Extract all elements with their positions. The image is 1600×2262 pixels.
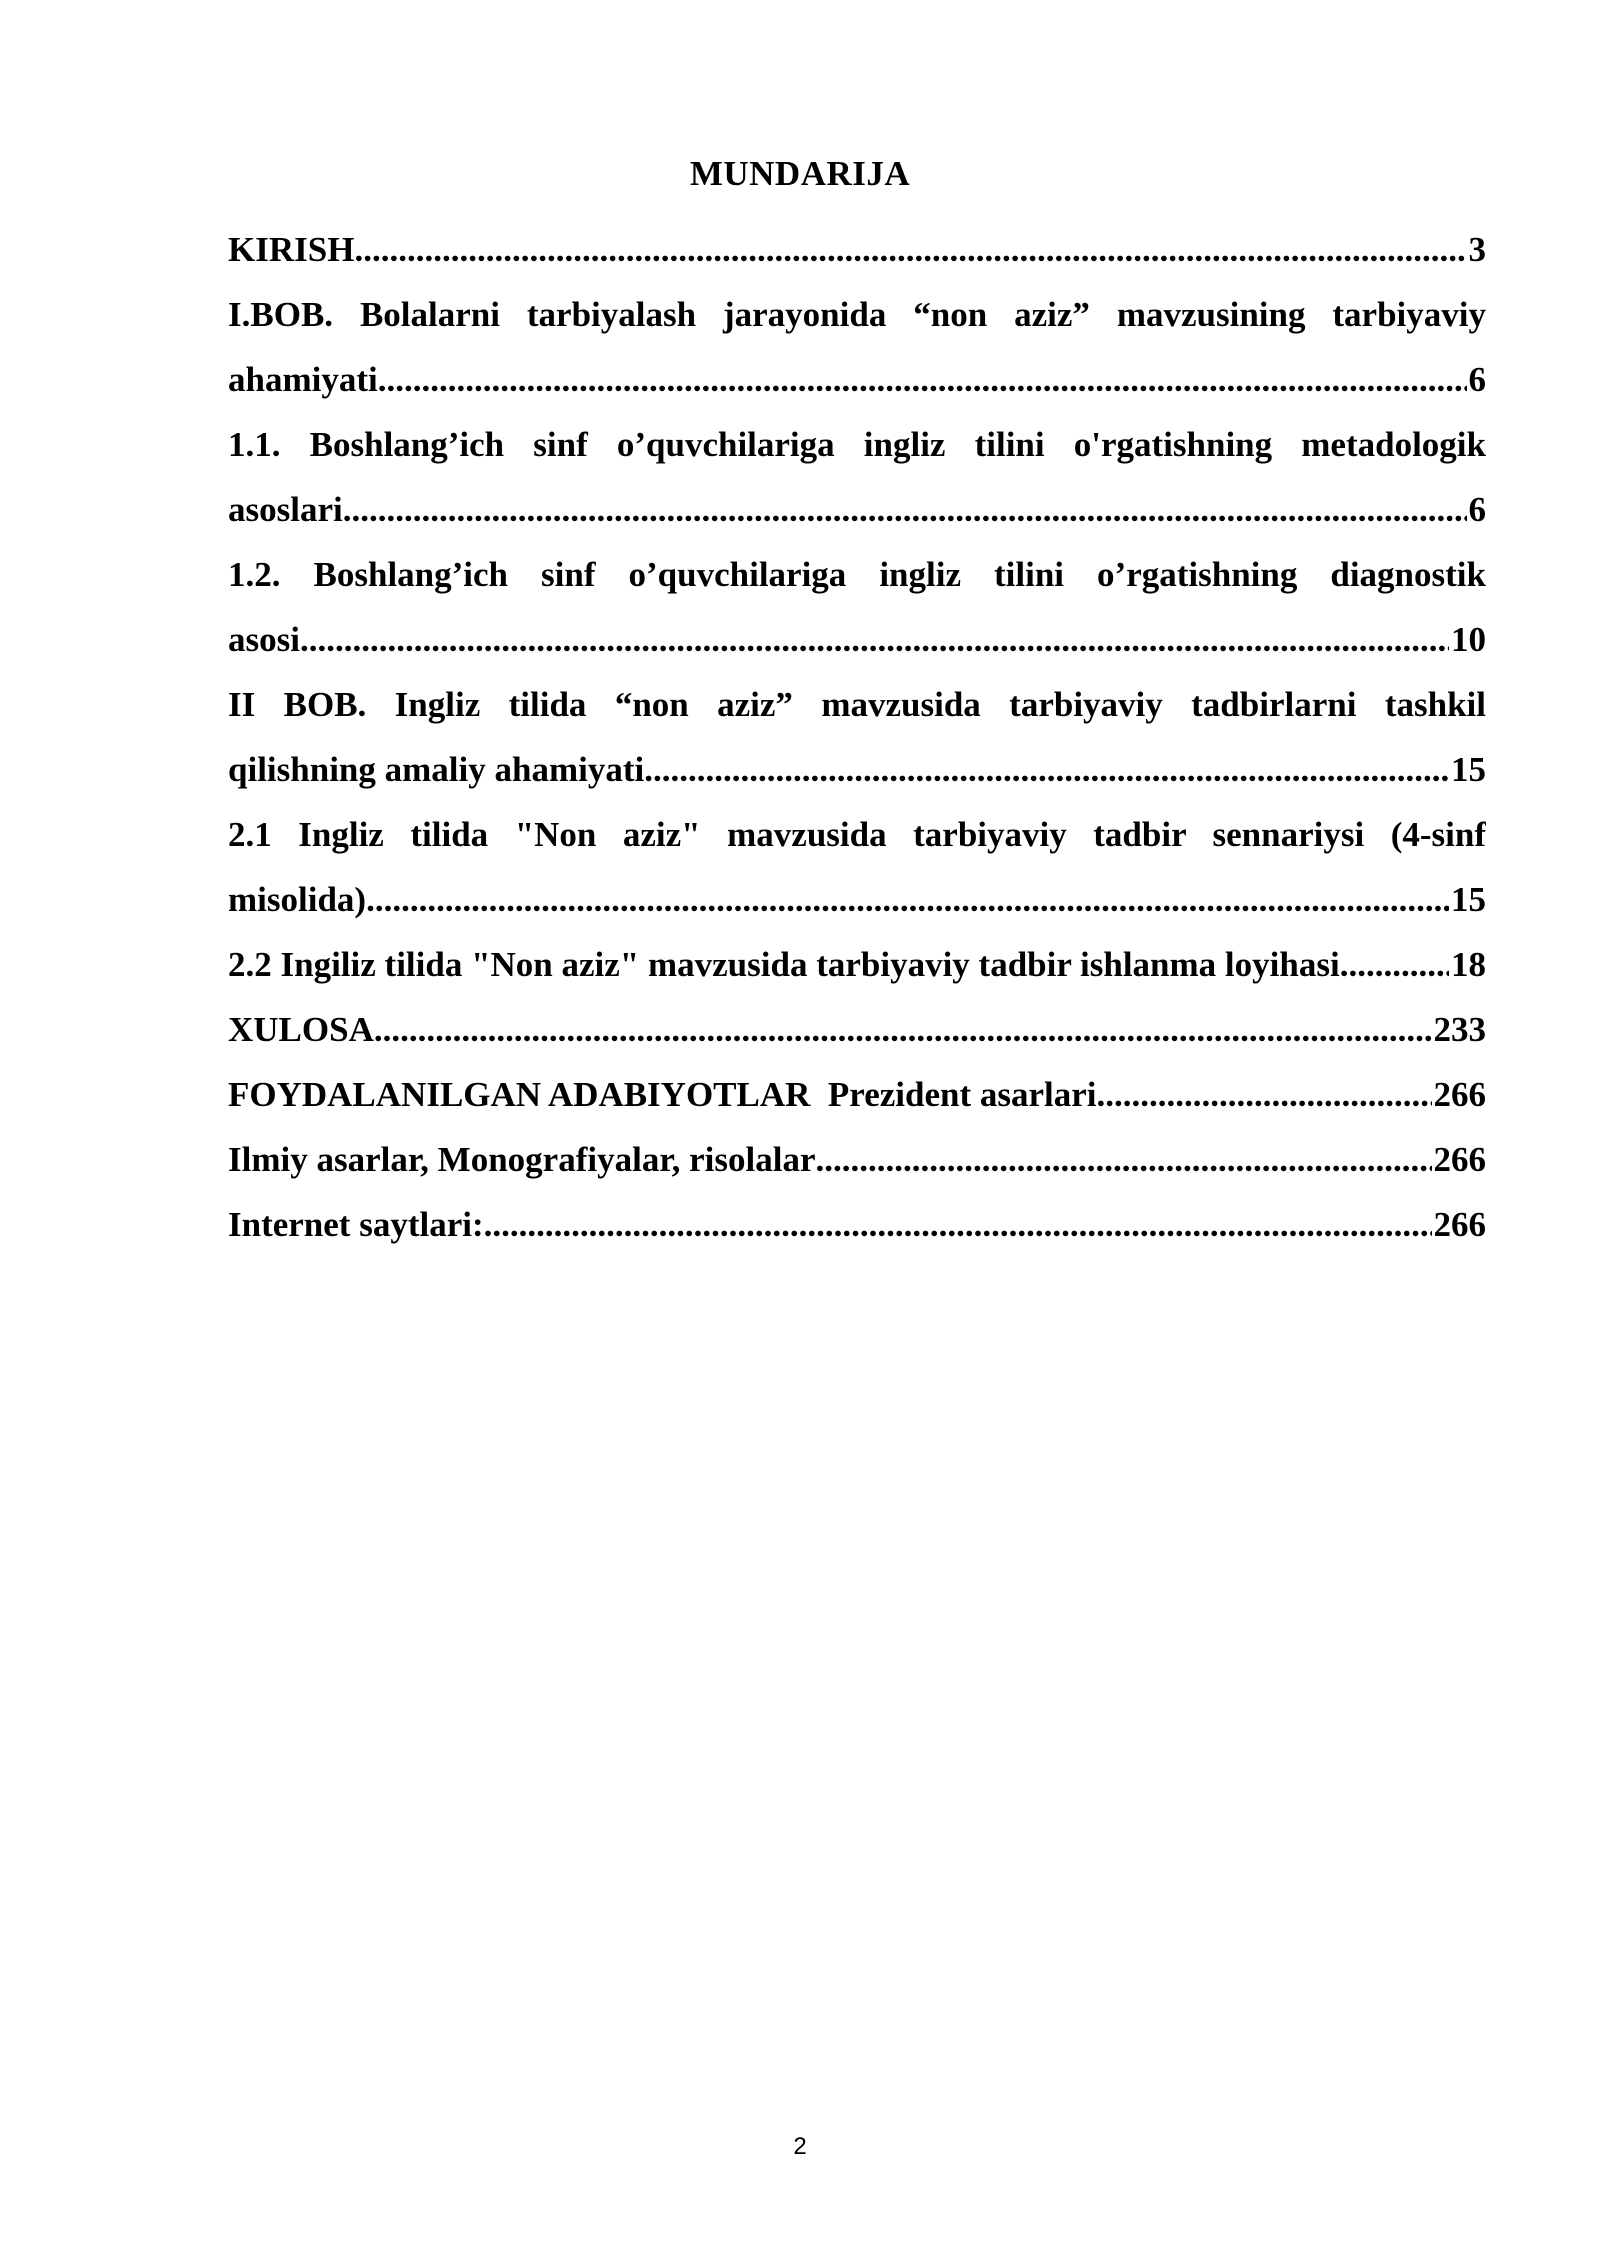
toc-entry-title: Internet saytlari: [228, 1205, 484, 1244]
toc-entry[interactable] [228, 1192, 1486, 1257]
toc-leader-line [228, 1127, 1486, 1192]
toc-dot-leader [484, 1192, 1432, 1257]
toc-leader-line [228, 1192, 1486, 1257]
toc-dot-leader [1340, 932, 1449, 997]
toc-entry[interactable] [228, 802, 1486, 932]
toc-entry[interactable] [228, 1127, 1486, 1192]
toc-dot-leader [366, 867, 1449, 932]
toc-entry[interactable] [228, 542, 1486, 672]
toc-entry-title-line1: 1.2. Boshlang’ich sinf o’quvchilariga ingliz tilini o’rgatishning diagnostik [228, 555, 1486, 594]
toc-leader-line [228, 1062, 1486, 1127]
toc-leader-line [228, 477, 1486, 542]
toc-leader-line [228, 867, 1486, 932]
toc-dot-leader [1097, 1062, 1432, 1127]
toc-entry[interactable] [228, 932, 1486, 997]
toc-entry[interactable] [228, 412, 1486, 542]
toc-entry[interactable] [228, 282, 1486, 412]
toc-entry-title-line2: asosi [228, 620, 300, 659]
toc-page-number: 6 [1468, 490, 1486, 529]
toc-page-number: 18 [1451, 945, 1486, 984]
table-of-contents [228, 217, 1486, 1257]
toc-page-number: 266 [1433, 1205, 1486, 1244]
toc-entry[interactable] [228, 672, 1486, 802]
toc-entry-title-line1: 2.1 Ingliz tilida "Non aziz" mavzusida tarbiyaviy tadbir sennariysi (4-sinf [228, 815, 1486, 854]
toc-leader-line [228, 607, 1486, 672]
toc-dot-leader [816, 1127, 1432, 1192]
toc-entry-title-line2: ahamiyati [228, 360, 378, 399]
toc-dot-leader [343, 477, 1467, 542]
toc-page-number: 10 [1451, 620, 1486, 659]
page-title: MUNDARIJA [689, 154, 911, 193]
toc-entry-title-line2: qilishning amaliy ahamiyati [228, 750, 645, 789]
toc-dot-leader [644, 737, 1449, 802]
toc-page-number: 15 [1451, 880, 1486, 919]
toc-entry-title: 2.2 Ingiliz tilida "Non aziz" mavzusida tarbiyaviy tadbir ishlanma loyihasi [228, 945, 1340, 984]
toc-entry-title-line2: misolida) [228, 880, 367, 919]
toc-leader-line [228, 217, 1486, 282]
toc-entry[interactable] [228, 217, 1486, 282]
toc-entry-title: FOYDALANILGAN ADABIYOTLAR Prezident asarlari [228, 1075, 1097, 1114]
toc-leader-line [228, 932, 1486, 997]
toc-entry-title-line1: 1.1. Boshlang’ich sinf o’quvchilariga ingliz tilini o'rgatishning metadologik [228, 425, 1486, 464]
toc-page-number: 3 [1468, 230, 1486, 269]
toc-entry-title: XULOSA [228, 1010, 374, 1049]
toc-dot-leader [300, 607, 1449, 672]
page-number: 2 [793, 2133, 807, 2160]
toc-entry[interactable] [228, 1062, 1486, 1127]
toc-entry-title-line1: I.BOB. Bolalarni tarbiyalash jarayonida “non aziz” mavzusining tarbiyaviy [228, 295, 1486, 334]
toc-page-number: 6 [1468, 360, 1486, 399]
toc-page-number: 266 [1433, 1075, 1486, 1114]
toc-entry-title-line1: II BOB. Ingliz tilida “non aziz” mavzusida tarbiyaviy tadbirlarni tashkil [228, 685, 1486, 724]
toc-entry-title: Ilmiy asarlar, Monografiyalar, risolalar [228, 1140, 816, 1179]
toc-dot-leader [354, 217, 1466, 282]
toc-entry-title-line2: asoslari [228, 490, 343, 529]
toc-entry[interactable] [228, 997, 1486, 1062]
toc-page-number: 233 [1433, 1010, 1486, 1049]
toc-dot-leader [378, 347, 1467, 412]
toc-entry-title: KIRISH [228, 230, 355, 269]
toc-page-number: 266 [1433, 1140, 1486, 1179]
toc-leader-line [228, 737, 1486, 802]
toc-leader-line [228, 997, 1486, 1062]
toc-leader-line [228, 347, 1486, 412]
toc-dot-leader [374, 997, 1432, 1062]
toc-page-number: 15 [1451, 750, 1486, 789]
